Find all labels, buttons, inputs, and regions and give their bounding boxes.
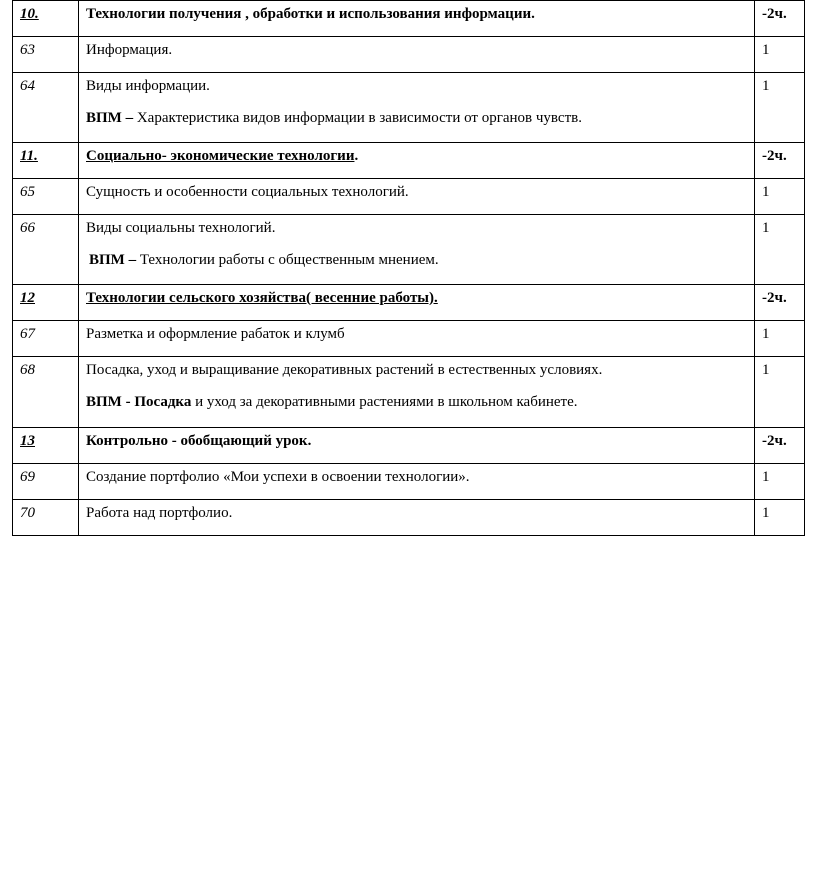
lesson-hours: 1 (755, 357, 805, 428)
vpm-text: Технологии работы с общественным мнением. (136, 252, 439, 268)
lesson-hours: 1 (755, 500, 805, 536)
lesson-number: 70 (13, 500, 79, 536)
vpm-text: Характеристика видов информации в зависимости от органов чувств. (133, 110, 582, 126)
section-title: Технологии получения , обработки и использования информации. (79, 1, 755, 37)
lesson-row (13, 215, 805, 285)
section-hours: -2ч. (755, 143, 805, 179)
section-number: 12 (13, 285, 79, 321)
lesson-hours: 1 (755, 321, 805, 357)
section-number: 11. (13, 143, 79, 179)
section-row (13, 428, 805, 464)
lesson-topic: Посадка, уход и выращивание декоративных растений в естественных условиях. (86, 362, 603, 378)
lesson-topic: Информация. (79, 37, 755, 73)
lesson-row (13, 37, 805, 73)
lesson-number: 69 (13, 464, 79, 500)
section-title: Социально- экономические технологии (86, 148, 355, 164)
vpm-label: ВПМ – (86, 110, 134, 126)
section-row (13, 1, 805, 37)
lesson-number: 68 (13, 357, 79, 428)
lesson-topic-cell (79, 357, 755, 428)
section-hours: -2ч. (755, 1, 805, 37)
section-number: 10. (13, 1, 79, 37)
lesson-hours: 1 (755, 215, 805, 285)
section-title-cell (79, 285, 755, 321)
vpm-note (86, 109, 748, 127)
lesson-topic: Работа над портфолио. (79, 500, 755, 536)
lesson-topic-cell (79, 215, 755, 285)
lesson-topic: Виды социальны технологий. (86, 220, 276, 236)
lesson-number: 64 (13, 73, 79, 143)
lesson-topic-cell (79, 73, 755, 143)
lesson-row (13, 179, 805, 215)
vpm-bold-word: Посадка (134, 394, 192, 410)
lesson-topic: Сущность и особенности социальных технологий. (79, 179, 755, 215)
lesson-row (13, 321, 805, 357)
lesson-row (13, 464, 805, 500)
lesson-topic: Виды информации. (86, 78, 210, 94)
lesson-row (13, 73, 805, 143)
section-title: Технологии сельского хозяйства( весенние работы). (86, 290, 438, 306)
lesson-hours: 1 (755, 179, 805, 215)
lesson-number: 63 (13, 37, 79, 73)
lesson-topic: Разметка и оформление рабаток и клумб (79, 321, 755, 357)
lesson-hours: 1 (755, 37, 805, 73)
lesson-topic: Создание портфолио «Мои успехи в освоении технологии». (79, 464, 755, 500)
section-hours: -2ч. (755, 428, 805, 464)
section-title: Контрольно - обобщающий урок. (79, 428, 755, 464)
section-hours: -2ч. (755, 285, 805, 321)
section-number: 13 (13, 428, 79, 464)
lesson-row (13, 500, 805, 536)
lesson-number: 67 (13, 321, 79, 357)
vpm-text: и уход за декоративными растениями в школьном кабинете. (191, 394, 578, 410)
vpm-label: ВПМ – (89, 252, 137, 268)
section-title-cell (79, 143, 755, 179)
vpm-note (86, 393, 748, 411)
vpm-note (86, 251, 748, 269)
lesson-row (13, 357, 805, 428)
section-row (13, 285, 805, 321)
section-title-tail: . (354, 148, 359, 164)
lesson-number: 66 (13, 215, 79, 285)
vpm-label: ВПМ - (86, 394, 131, 410)
lesson-plan-table (12, 0, 805, 536)
section-row (13, 143, 805, 179)
lesson-hours: 1 (755, 73, 805, 143)
lesson-hours: 1 (755, 464, 805, 500)
lesson-number: 65 (13, 179, 79, 215)
